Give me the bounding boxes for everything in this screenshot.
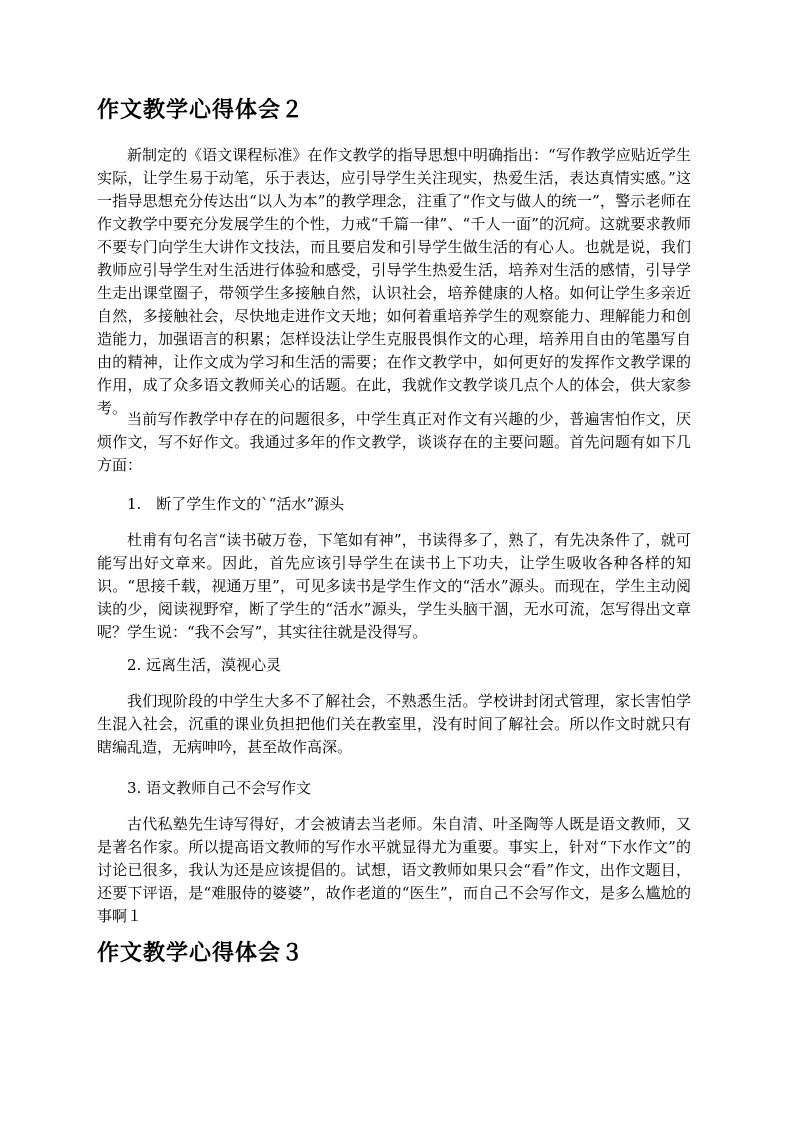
section-heading: 作文教学心得体会２ bbox=[97, 97, 305, 123]
section-heading: 作文教学心得体会３ bbox=[97, 940, 305, 966]
teacher-paragraph: 古代私塾先生诗写得好，才会被请去当老师。朱自清、叶圣陶等人既是语文教师，又是著名作家。所以提高语文教师的写作水平就显得尤为重要。事实上，针对“下水作文”的讨论已很多，我认为还是应该提倡的。试想，语文教师如果只会“看”作文，出作文题目，还要下评语，是“难服侍的婆婆”，故作老道的“医生”，而自己不会写作文，是多么尴尬的事啊１ bbox=[97, 815, 691, 925]
intro-paragraph: 新制定的《语文课程标准》在作文教学的指导思想中明确指出：“写作教学应贴近学生实际，让学生易于动笔，乐于表达，应引导学生关注现实，热爱生活，表达真情实感。”这一指导思想充分传达出“以人为本”的教学理念，注重了“作文与做人的统一”，警示老师在作文教学中要充分发展学生的个性，力戒“千篇一律”、“千人一面”的沉疴。这就要求教师不要专门向学生大讲作文技法，而且要启发和引导学生做生活的有心人。也就是说，我们教师应引导学生对生活进行体验和感受，引导学生热爱生活，培养对生活的感情，引导学生走出课堂圈子，带领学生多接触自然，认识社会，培养健康的人格。如何让学生多亲近自然，多接触社会，尽快地走进作文天地；如何着重培养学生的观察能力、理解能力和创造能力，加强语言的积累；怎样设法让学生克服畏惧作文的心理，培养用自由的笔墨写自由的精神，让作文成为学习和生活的需要；在作文教学中，如何更好的发挥作文教学课的作用，成了众多语文教师关心的话题。在此，我就作文教学谈几点个人的体会，供大家参考。 bbox=[97, 146, 691, 417]
list-item-1: 1. 断了学生作文的`“活水”源头 bbox=[127, 495, 345, 513]
list-item-2: 2. 远离生活，漠视心灵 bbox=[127, 656, 282, 674]
list-item-3: 3. 语文教师自己不会写作文 bbox=[127, 779, 312, 797]
problems-paragraph: 当前写作教学中存在的问题很多，中学生真正对作文有兴趣的少，普遍害怕作文，厌烦作文，写不好作文。我通过多年的作文教学，谈谈存在的主要问题。首先问题有如下几方面： bbox=[97, 410, 691, 474]
reading-paragraph: 杜甫有句名言“读书破万卷，下笔如有神”，书读得多了，熟了，有先决条件了，就可能写出好文章来。因此，首先应该引导学生在读书上下功夫，让学生吸收各种各样的知识。“思接千载，视通万里”，可见多读书是学生作文的“活水”源头。而现在，学生主动阅读的少，阅读视野窄，断了学生的“活水”源头，学生头脑干涸，无水可流，怎写得出文章呢？学生说：“我不会写”，其实往往就是没得写。 bbox=[97, 531, 691, 641]
life-paragraph: 我们现阶段的中学生大多不了解社会，不熟悉生活。学校讲封闭式管理，家长害怕学生混入社会，沉重的课业负担把他们关在教室里，没有时间了解社会。所以作文时就只有瞎编乱造，无病呻吟，甚至故作高深。 bbox=[97, 692, 691, 756]
